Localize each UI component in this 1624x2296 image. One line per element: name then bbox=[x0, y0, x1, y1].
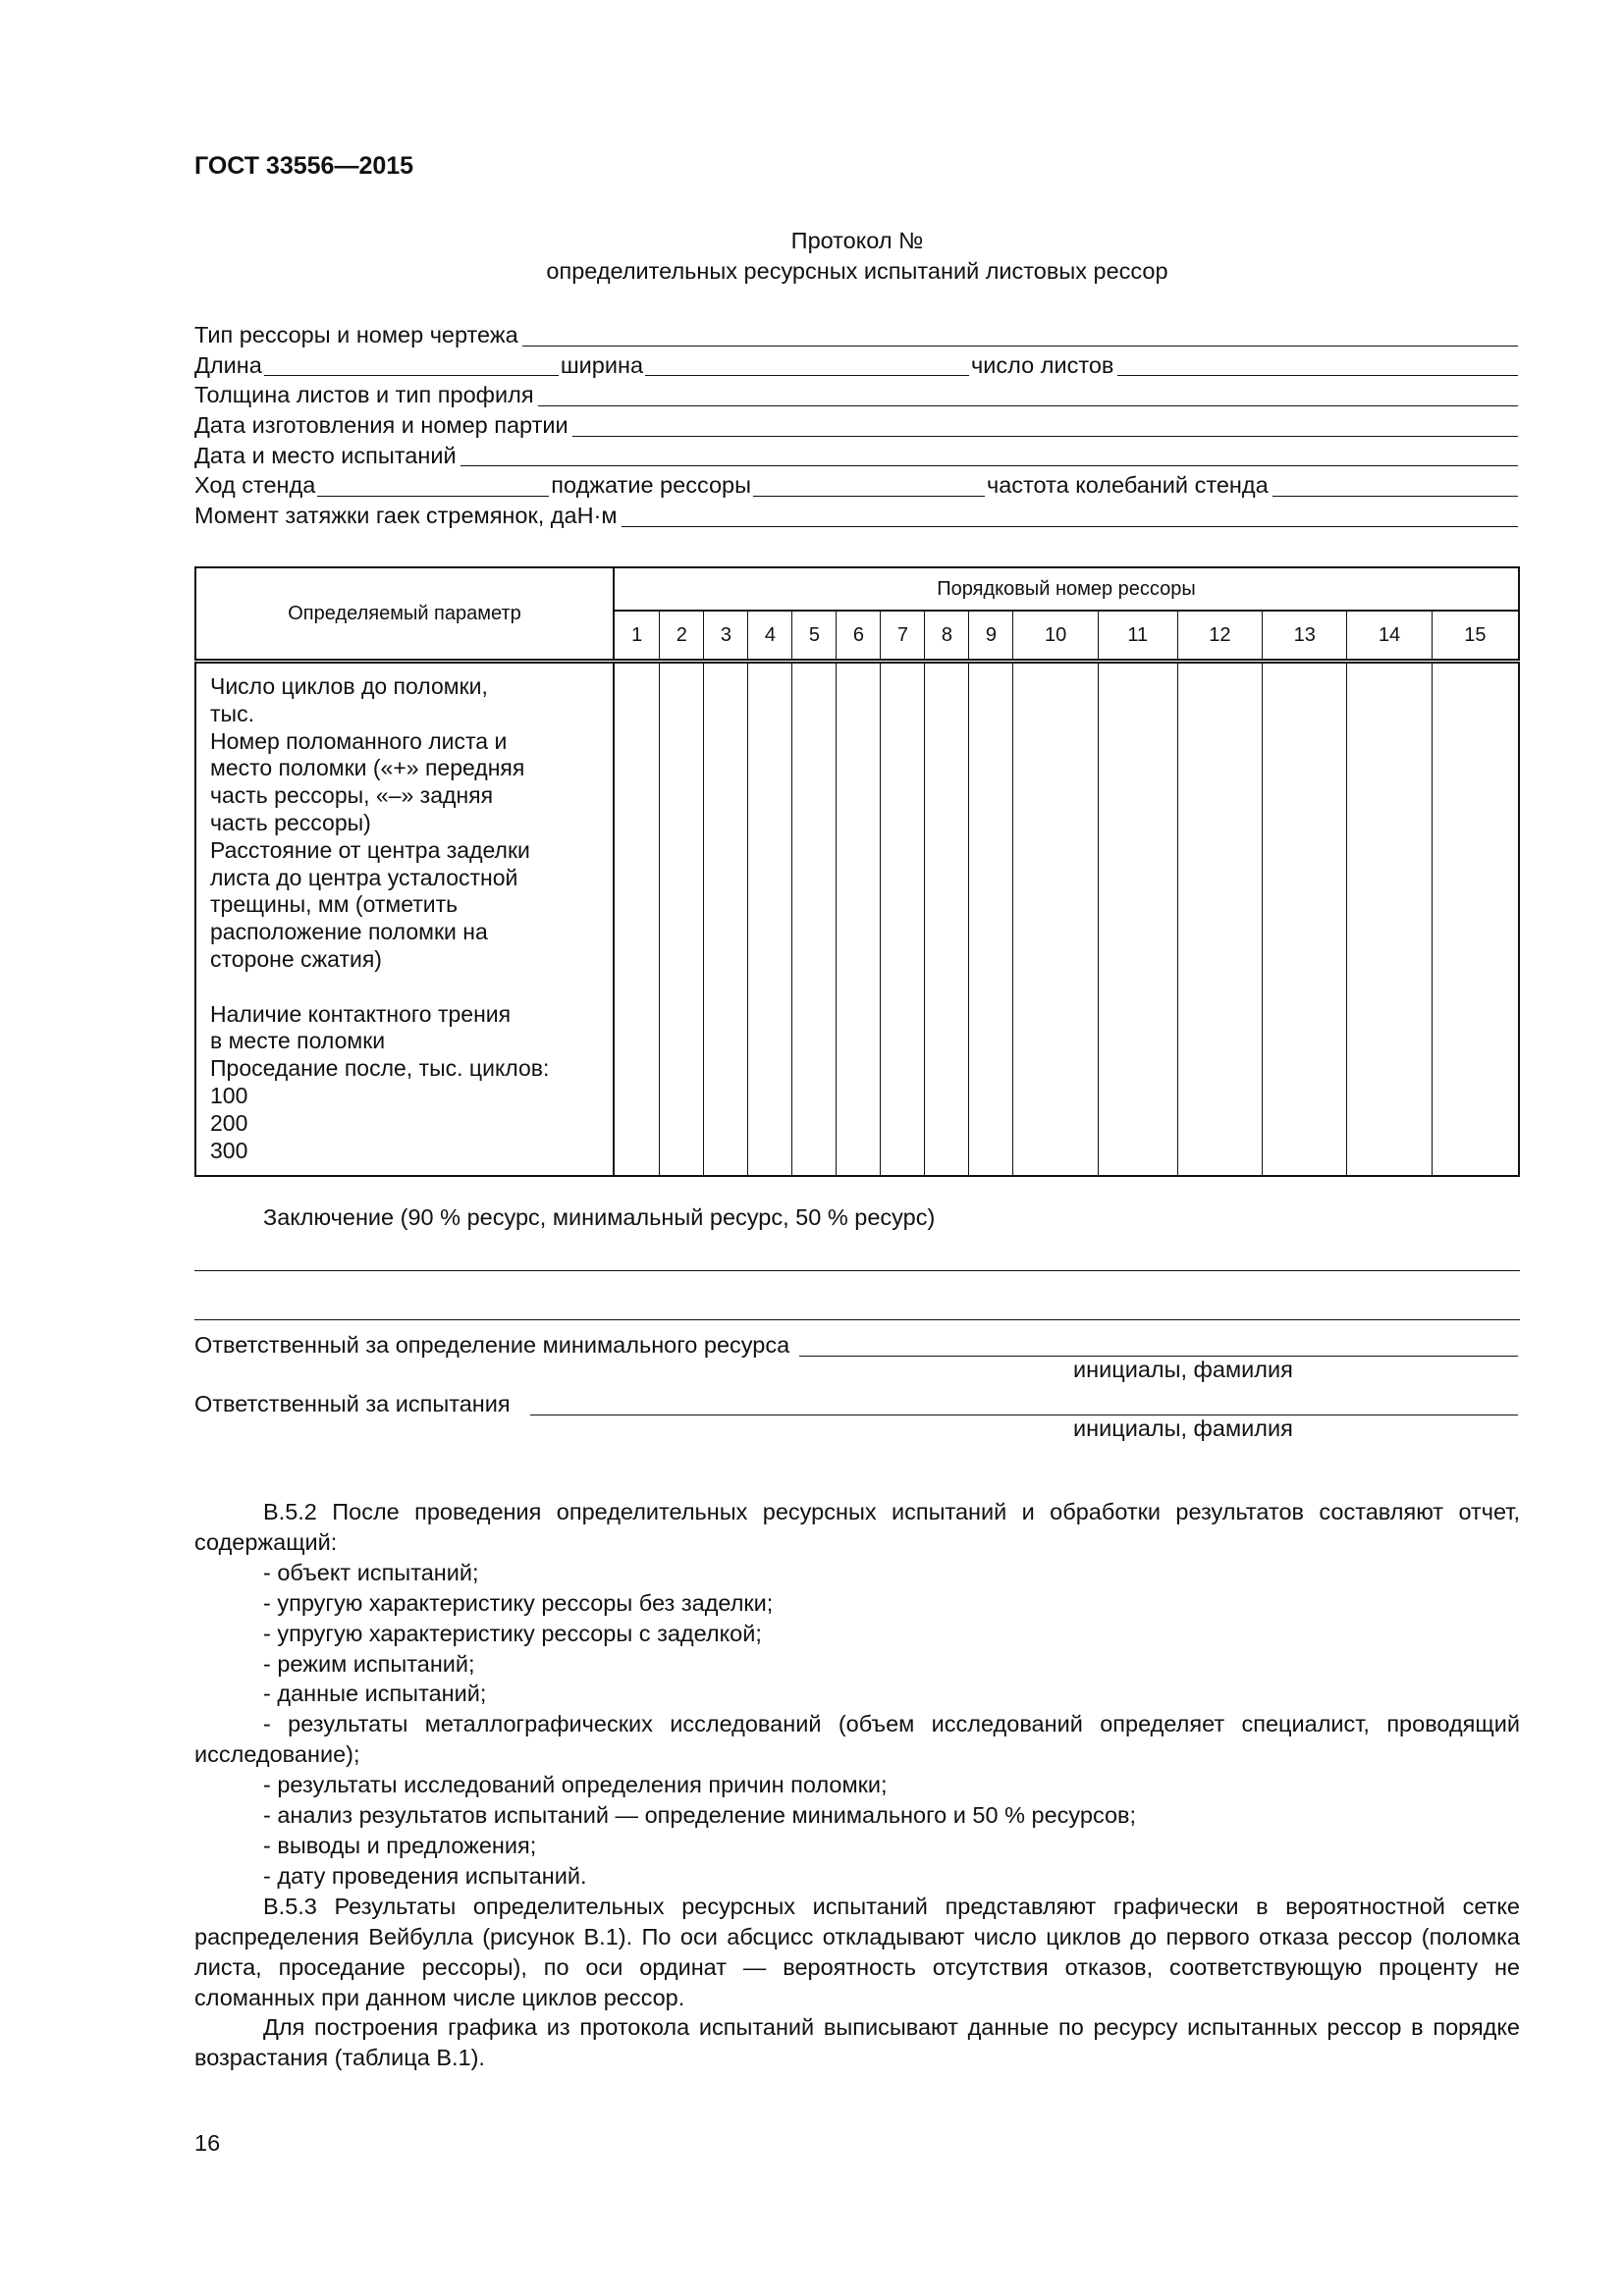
signature-1-field[interactable] bbox=[799, 1334, 1518, 1357]
field-width[interactable] bbox=[645, 353, 969, 376]
protocol-form bbox=[194, 320, 1520, 531]
label-preload: поджатие рессоры bbox=[551, 472, 751, 499]
list-item: - анализ результатов испытаний — определение минимального и 50 % ресурсов; bbox=[263, 1802, 1137, 1829]
param-line: листа до центра усталостной bbox=[210, 864, 518, 890]
number-header: Порядковый номер рессоры bbox=[614, 567, 1519, 611]
data-cell[interactable] bbox=[748, 662, 792, 1177]
list-item: - выводы и предложения; bbox=[263, 1832, 537, 1858]
conclusion-label: Заключение (90 % ресурс, минимальный ресурс, 50 % ресурс) bbox=[263, 1204, 936, 1230]
data-cell[interactable] bbox=[1432, 662, 1519, 1177]
data-cell[interactable] bbox=[1347, 662, 1432, 1177]
paragraph-b53: В.5.3 Результаты определительных ресурсных испытаний представляют графически в вероятностной сетке распределения Вейбулла (рисунок В.1). По оси абсцисс откладывают число циклов до первого отказа рессор (поломка листа, проседание рессоры), по оси ординат — вероятность отсутствия отказов, соответствующую проценту не сломанных при данном числе циклов рессор. bbox=[194, 1893, 1520, 2010]
field-torque[interactable] bbox=[622, 505, 1518, 527]
data-cell[interactable] bbox=[969, 662, 1013, 1177]
data-cell[interactable] bbox=[881, 662, 925, 1177]
label-width: ширина bbox=[560, 351, 644, 378]
signature-1-hint: инициалы, фамилия bbox=[1073, 1357, 1293, 1382]
label-made: Дата изготовления и номер партии bbox=[194, 412, 568, 439]
field-preload[interactable] bbox=[753, 474, 985, 497]
paragraph-table: Для построения графика из протокола испытаний выписывают данные по ресурсу испытанных рессор в порядке возрастания (таблица В.1). bbox=[194, 2014, 1520, 2071]
list-item: - объект испытаний; bbox=[263, 1559, 479, 1585]
signature-2 bbox=[194, 1389, 1520, 1419]
label-stroke: Ход стенда bbox=[194, 472, 316, 499]
column-number: 15 bbox=[1432, 611, 1519, 662]
column-number: 8 bbox=[925, 611, 969, 662]
param-line: стороне сжатия) bbox=[210, 945, 382, 972]
label-type: Тип рессоры и номер чертежа bbox=[194, 321, 518, 347]
column-number: 9 bbox=[969, 611, 1013, 662]
protocol-title: Протокол № bbox=[790, 228, 924, 253]
data-cell[interactable] bbox=[1098, 662, 1177, 1177]
param-line: тыс. bbox=[210, 700, 254, 726]
param-line: Проседание после, тыс. циклов: bbox=[210, 1055, 550, 1082]
field-stroke[interactable] bbox=[317, 474, 549, 497]
param-line: расположение поломки на bbox=[210, 919, 488, 945]
list-item: - упругую характеристику рессоры без заделки; bbox=[263, 1589, 774, 1616]
conclusion-line-2[interactable] bbox=[194, 1319, 1520, 1320]
data-cell[interactable] bbox=[704, 662, 748, 1177]
param-list bbox=[195, 662, 614, 1177]
data-cell[interactable] bbox=[660, 662, 704, 1177]
paragraph-b52: В.5.2 После проведения определительных ресурсных испытаний и обработки результатов составляют отчет, содержащий: bbox=[194, 1499, 1520, 1555]
param-line: 300 bbox=[210, 1137, 248, 1163]
column-number: 13 bbox=[1263, 611, 1347, 662]
param-header: Определяемый параметр bbox=[195, 567, 614, 662]
column-number: 4 bbox=[748, 611, 792, 662]
standard-header: ГОСТ 33556—2015 bbox=[194, 152, 414, 180]
column-number: 2 bbox=[660, 611, 704, 662]
list-item: - упругую характеристику рессоры с заделкой; bbox=[263, 1620, 762, 1646]
signature-2-label: Ответственный за испытания bbox=[194, 1390, 511, 1416]
param-line: Расстояние от центра заделки bbox=[210, 836, 530, 863]
column-number: 1 bbox=[614, 611, 660, 662]
signature-1-label: Ответственный за определение минимального ресурса bbox=[194, 1331, 790, 1358]
page-number: 16 bbox=[194, 2130, 221, 2156]
label-freq: частота колебаний стенда bbox=[986, 472, 1269, 499]
signature-1 bbox=[194, 1330, 1520, 1361]
label-test-date: Дата и место испытаний bbox=[194, 442, 457, 468]
param-line: часть рессоры) bbox=[210, 809, 371, 835]
param-line bbox=[210, 974, 599, 1001]
param-line: место поломки («+» передняя bbox=[210, 755, 525, 781]
field-freq[interactable] bbox=[1272, 474, 1518, 497]
field-length[interactable] bbox=[264, 353, 559, 376]
data-cell[interactable] bbox=[792, 662, 837, 1177]
field-type[interactable] bbox=[522, 324, 1518, 347]
column-number: 14 bbox=[1347, 611, 1432, 662]
test-table bbox=[194, 566, 1520, 1177]
label-thickness: Толщина листов и тип профиля bbox=[194, 382, 534, 408]
column-number: 7 bbox=[881, 611, 925, 662]
data-cell[interactable] bbox=[925, 662, 969, 1177]
param-line: Число циклов до поломки, bbox=[210, 673, 488, 699]
column-number: 12 bbox=[1177, 611, 1262, 662]
list-item-metallography: - результаты металлографических исследований (объем исследований определяет специалист, проводящий исследование); bbox=[194, 1711, 1520, 1768]
data-cell[interactable] bbox=[1013, 662, 1098, 1177]
label-leaves: число листов bbox=[971, 351, 1114, 378]
param-line: 100 bbox=[210, 1082, 248, 1108]
param-line: Наличие контактного трения bbox=[210, 1000, 512, 1027]
label-torque: Момент затяжки гаек стремянок, даН·м bbox=[194, 503, 618, 529]
param-line: 200 bbox=[210, 1109, 248, 1136]
field-leaves[interactable] bbox=[1117, 353, 1518, 376]
field-made[interactable] bbox=[572, 414, 1518, 437]
param-line: Номер поломанного листа и bbox=[210, 727, 508, 754]
column-number: 6 bbox=[837, 611, 881, 662]
column-number: 5 bbox=[792, 611, 837, 662]
body-text bbox=[194, 1497, 1520, 2073]
protocol-subtitle: определительных ресурсных испытаний листовых рессор bbox=[546, 258, 1168, 284]
signature-2-field[interactable] bbox=[530, 1393, 1518, 1415]
list-item: - результаты исследований определения причин поломки; bbox=[263, 1772, 888, 1798]
param-line: трещины, мм (отметить bbox=[210, 891, 459, 918]
param-line: часть рессоры, «–» задняя bbox=[210, 782, 494, 809]
param-line: в месте поломки bbox=[210, 1028, 386, 1054]
data-cell[interactable] bbox=[614, 662, 660, 1177]
column-number: 10 bbox=[1013, 611, 1098, 662]
data-cell[interactable] bbox=[1263, 662, 1347, 1177]
label-length: Длина bbox=[194, 351, 262, 378]
list-item: - данные испытаний; bbox=[263, 1681, 487, 1707]
field-thickness[interactable] bbox=[538, 384, 1518, 406]
data-cell[interactable] bbox=[837, 662, 881, 1177]
column-number: 11 bbox=[1098, 611, 1177, 662]
field-test-date[interactable] bbox=[460, 444, 1518, 466]
list-item: - дату проведения испытаний. bbox=[263, 1862, 587, 1889]
column-number: 3 bbox=[704, 611, 748, 662]
signature-2-hint: инициалы, фамилия bbox=[1073, 1415, 1293, 1441]
data-cell[interactable] bbox=[1177, 662, 1262, 1177]
conclusion-line-1[interactable] bbox=[194, 1270, 1520, 1271]
list-item: - режим испытаний; bbox=[263, 1650, 475, 1677]
